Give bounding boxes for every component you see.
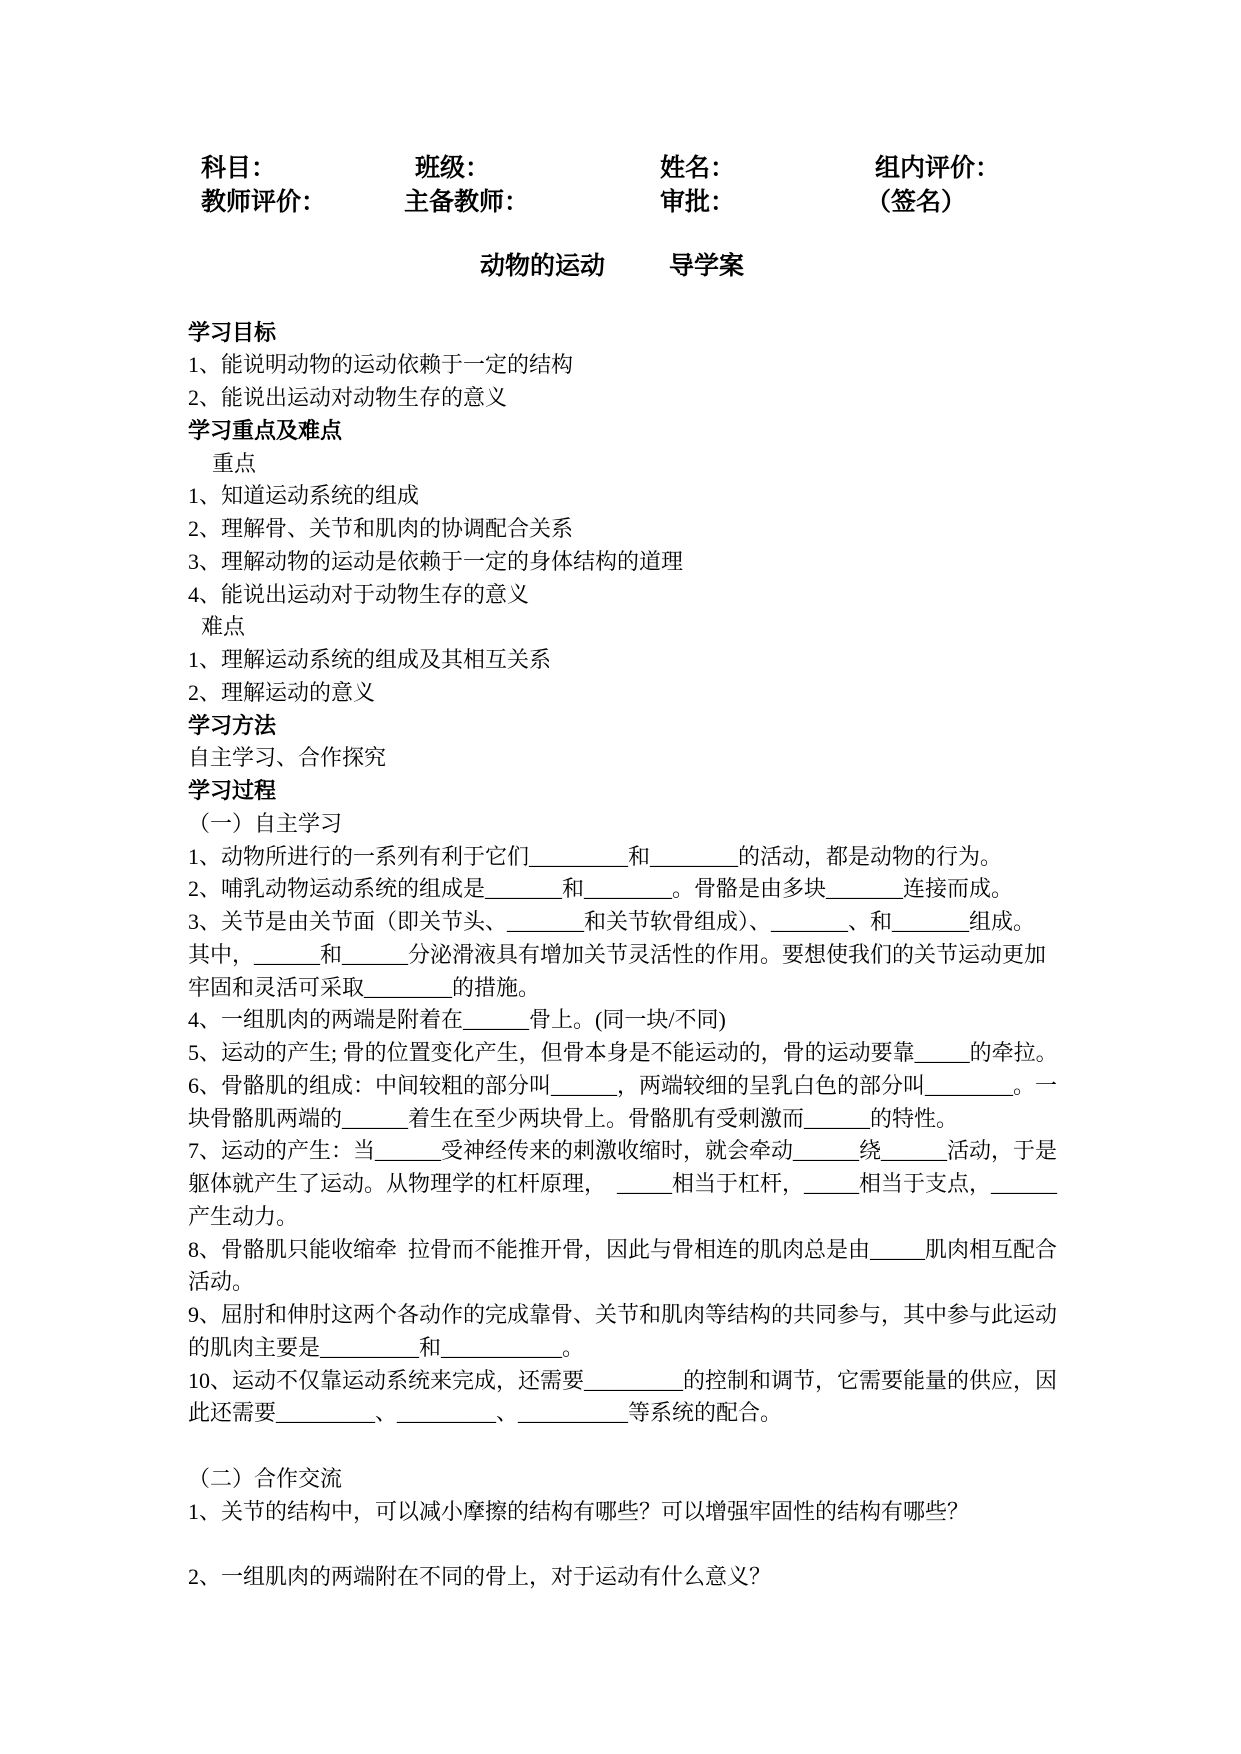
section-heading-focus: 学习重点及难点 bbox=[188, 417, 343, 443]
self-study-line: 此还需要_________、_________、__________等系统的配合。 bbox=[188, 1400, 783, 1426]
self-study-heading: （一）自主学习 bbox=[188, 810, 343, 836]
header-class-label: 班级： bbox=[415, 155, 491, 182]
self-study-line: 9、屈肘和伸肘这两个各动作的完成靠骨、关节和肌肉等结构的共同参与，其中参与此运动 bbox=[188, 1302, 1058, 1328]
self-study-line: 产生动力。 bbox=[188, 1203, 299, 1229]
section-heading-objectives: 学习目标 bbox=[188, 319, 277, 345]
self-study-line: 的肌肉主要是_________和___________。 bbox=[188, 1334, 585, 1360]
section-heading-process: 学习过程 bbox=[188, 778, 277, 804]
header-subject-label: 科目： bbox=[201, 155, 277, 182]
header-approval-label: 审批： bbox=[660, 189, 736, 216]
self-study-line: 1、动物所进行的一系列有利于它们_________和________的活动，都是动物的行为。 bbox=[188, 843, 1003, 869]
cooperation-question: 2、一组肌肉的两端附在不同的骨上，对于运动有什么意义？ bbox=[188, 1564, 772, 1590]
doc-subtitle: 导学案 bbox=[669, 253, 745, 280]
difficulty-label: 难点 bbox=[201, 614, 246, 640]
self-study-line: 3、关节是由关节面（即关节头、_______和关节软骨组成）、_______、和_______组成。 bbox=[188, 909, 1036, 935]
key-point-item: 1、知道运动系统的组成 bbox=[188, 483, 420, 509]
header-teacher-evaluation-label: 教师评价： bbox=[201, 189, 327, 216]
key-point-item: 4、能说出运动对于动物生存的意义 bbox=[188, 581, 530, 607]
header-group-evaluation-label: 组内评价： bbox=[875, 155, 1001, 182]
cooperation-question: 1、关节的结构中，可以减小摩擦的结构有哪些？可以增强牢固性的结构有哪些？ bbox=[188, 1498, 970, 1524]
self-study-line: 块骨骼肌两端的______着生在至少两块骨上。骨骼肌有受刺激而______的特性。 bbox=[188, 1105, 959, 1131]
header-lead-teacher-label: 主备教师： bbox=[404, 189, 530, 216]
header-signature-label: （签名） bbox=[866, 189, 967, 216]
key-points-label: 重点 bbox=[212, 450, 257, 476]
cooperation-heading: （二）合作交流 bbox=[188, 1465, 343, 1491]
self-study-line: 5、运动的产生; 骨的位置变化产生，但骨本身是不能运动的，骨的运动要靠_____的牵拉。 bbox=[188, 1040, 1058, 1066]
difficulty-item: 2、理解运动的意义 bbox=[188, 679, 376, 705]
self-study-line: 其中，______和______分泌滑液具有增加关节灵活性的作用。要想使我们的关节运动更加 bbox=[188, 941, 1047, 967]
blank-line bbox=[188, 1430, 1068, 1463]
objective-item: 1、能说明动物的运动依赖于一定的结构 bbox=[188, 352, 574, 378]
self-study-line: 8、骨骼肌只能收缩牵 拉骨而不能推开骨，因此与骨相连的肌肉总是由_____肌肉相互配合 bbox=[188, 1236, 1058, 1262]
document-body bbox=[188, 317, 1068, 1594]
key-point-item: 2、理解骨、关节和肌肉的协调配合关系 bbox=[188, 516, 574, 542]
header-name-label: 姓名： bbox=[660, 155, 736, 182]
objective-item: 2、能说出运动对动物生存的意义 bbox=[188, 385, 508, 411]
self-study-line: 10、运动不仅靠运动系统来完成，还需要_________的控制和调节，它需要能量的供应，因 bbox=[188, 1367, 1058, 1393]
method-text: 自主学习、合作探究 bbox=[188, 745, 387, 771]
self-study-line: 2、哺乳动物运动系统的组成是_______和________。骨骼是由多块_______连接而成。 bbox=[188, 876, 1014, 902]
key-point-item: 3、理解动物的运动是依赖于一定的身体结构的道理 bbox=[188, 548, 684, 574]
self-study-line: 活动。 bbox=[188, 1269, 255, 1295]
self-study-line: 6、骨骼肌的组成：中间较粗的部分叫______，两端较细的呈乳白色的部分叫________。一 bbox=[188, 1072, 1058, 1098]
blank-line bbox=[188, 1528, 1068, 1561]
doc-title: 动物的运动 bbox=[480, 253, 606, 280]
self-study-line: 牢固和灵活可采取________的措施。 bbox=[188, 974, 541, 1000]
section-heading-method: 学习方法 bbox=[188, 712, 277, 738]
self-study-line: 7、运动的产生：当______受神经传来的刺激收缩时，就会牵动______绕______活动，于是 bbox=[188, 1138, 1058, 1164]
difficulty-item: 1、理解运动系统的组成及其相互关系 bbox=[188, 647, 552, 673]
self-study-line: 4、一组肌肉的两端是附着在______骨上。(同一块/不同) bbox=[188, 1007, 726, 1033]
self-study-line: 躯体就产生了运动。从物理学的杠杆原理， _____相当于杠杆，_____相当于支点，______ bbox=[188, 1171, 1058, 1197]
